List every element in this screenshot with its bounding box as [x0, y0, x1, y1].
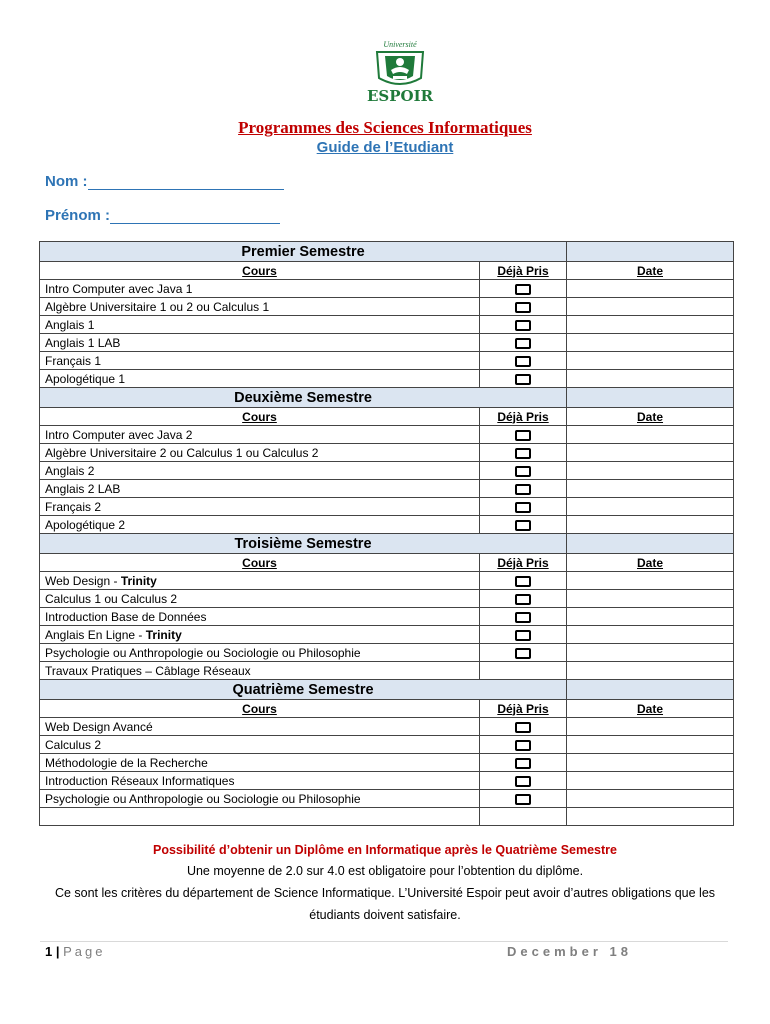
- course-cell: [40, 718, 480, 736]
- taken-checkbox[interactable]: [515, 576, 531, 587]
- semester-header-blank: [567, 388, 734, 408]
- course-cell: [40, 590, 480, 608]
- course-name: Introduction Base de Données: [45, 609, 207, 624]
- taken-checkbox[interactable]: [515, 466, 531, 477]
- date-cell[interactable]: [567, 772, 734, 790]
- course-row: [40, 298, 734, 316]
- taken-cell[interactable]: [480, 754, 567, 772]
- taken-column-header: Déjà Pris: [480, 408, 567, 426]
- taken-checkbox[interactable]: [515, 302, 531, 313]
- course-schedule-table: [39, 241, 734, 826]
- page-footer: [45, 944, 106, 959]
- taken-checkbox[interactable]: [515, 776, 531, 787]
- prenom-field[interactable]: [45, 207, 280, 224]
- course-row: [40, 516, 734, 534]
- semester-header-blank: [567, 242, 734, 262]
- gpa-requirement: Une moyenne de 2.0 sur 4.0 est obligatoire pour l’obtention du diplôme.: [186, 864, 584, 878]
- taken-cell[interactable]: [480, 280, 567, 298]
- semester-title: Troisième Semestre: [40, 534, 567, 554]
- taken-cell[interactable]: [480, 462, 567, 480]
- diploma-note: Possibilité d’obtenir un Diplôme en Informatique après le Quatrième Semestre: [152, 843, 617, 857]
- course-name: Apologétique 1: [45, 371, 126, 386]
- nom-field[interactable]: [45, 173, 284, 190]
- date-cell[interactable]: [567, 736, 734, 754]
- date-cell[interactable]: [567, 754, 734, 772]
- taken-checkbox[interactable]: [515, 374, 531, 385]
- taken-checkbox[interactable]: [515, 448, 531, 459]
- course-cell: [40, 444, 480, 462]
- university-logo: [355, 38, 445, 104]
- course-name: Méthodologie de la Recherche: [45, 755, 208, 770]
- taken-checkbox[interactable]: [515, 320, 531, 331]
- espoir-logo-icon: [355, 38, 445, 104]
- course-row: [40, 352, 734, 370]
- date-cell[interactable]: [567, 462, 734, 480]
- semester-header-blank: [567, 680, 734, 700]
- semester-title: Quatrième Semestre: [40, 680, 567, 700]
- taken-checkbox[interactable]: [515, 740, 531, 751]
- course-name: Psychologie ou Anthropologie ou Sociologie ou Philosophie: [45, 791, 361, 806]
- course-name: Anglais En Ligne -: [45, 627, 146, 642]
- course-row: [40, 334, 734, 352]
- taken-cell[interactable]: [480, 498, 567, 516]
- course-cell: [40, 572, 480, 590]
- course-cell: [40, 662, 480, 680]
- course-cell: [40, 370, 480, 388]
- column-header-row: [40, 262, 734, 280]
- taken-checkbox[interactable]: [515, 502, 531, 513]
- semester-title: Premier Semestre: [40, 242, 567, 262]
- course-name: Psychologie ou Anthropologie ou Sociologie ou Philosophie: [45, 645, 361, 660]
- department-criteria: Ce sont les critères du département de Science Informatique. L’Université Espoir peut avoir d’autres obligations que les étudiants doivent satisfaire.: [54, 886, 716, 922]
- taken-checkbox[interactable]: [515, 520, 531, 531]
- semester-header: [40, 242, 734, 262]
- date-cell[interactable]: [567, 370, 734, 388]
- column-header-row: [40, 700, 734, 718]
- course-row: [40, 444, 734, 462]
- semester-header: [40, 388, 734, 408]
- taken-cell[interactable]: [480, 316, 567, 334]
- taken-cell[interactable]: [480, 426, 567, 444]
- course-cell: [40, 516, 480, 534]
- taken-checkbox[interactable]: [515, 648, 531, 659]
- course-provider: Trinity: [145, 627, 182, 642]
- date-cell[interactable]: [567, 718, 734, 736]
- taken-cell[interactable]: [480, 644, 567, 662]
- date-cell[interactable]: [567, 662, 734, 680]
- taken-cell[interactable]: [480, 608, 567, 626]
- course-row: [40, 772, 734, 790]
- semester-header-blank: [567, 534, 734, 554]
- course-name: Anglais 1: [45, 317, 95, 332]
- course-row: [40, 718, 734, 736]
- taken-cell[interactable]: [480, 718, 567, 736]
- course-name: Anglais 1 LAB: [45, 335, 121, 350]
- taken-cell[interactable]: [480, 444, 567, 462]
- course-provider: Trinity: [120, 573, 157, 588]
- course-row: [40, 370, 734, 388]
- taken-cell: [480, 662, 567, 680]
- taken-cell[interactable]: [480, 626, 567, 644]
- semester-header: [40, 680, 734, 700]
- course-row: [40, 662, 734, 680]
- course-name: Algèbre Universitaire 2 ou Calculus 1 ou Calculus 2: [45, 445, 319, 460]
- taken-cell[interactable]: [480, 370, 567, 388]
- date-cell[interactable]: [567, 298, 734, 316]
- column-header-row: [40, 408, 734, 426]
- course-row: [40, 736, 734, 754]
- taken-cell[interactable]: [480, 790, 567, 808]
- logo-top-text: Université: [383, 40, 417, 49]
- course-cell: [40, 808, 480, 826]
- course-column-header: Cours: [40, 554, 480, 572]
- date-cell[interactable]: [567, 334, 734, 352]
- date-column-header: Date: [567, 262, 734, 280]
- taken-cell[interactable]: [480, 334, 567, 352]
- date-column-header: Date: [567, 554, 734, 572]
- taken-cell[interactable]: [480, 590, 567, 608]
- date-cell[interactable]: [567, 480, 734, 498]
- taken-cell[interactable]: [480, 516, 567, 534]
- course-name: Intro Computer avec Java 1: [45, 281, 193, 296]
- course-cell: [40, 352, 480, 370]
- date-cell[interactable]: [567, 316, 734, 334]
- course-cell: [40, 626, 480, 644]
- taken-cell[interactable]: [480, 736, 567, 754]
- date-cell[interactable]: [567, 444, 734, 462]
- course-row: [40, 498, 734, 516]
- taken-checkbox[interactable]: [515, 794, 531, 805]
- course-name: Intro Computer avec Java 2: [45, 427, 193, 442]
- course-cell: [40, 608, 480, 626]
- course-cell: [40, 498, 480, 516]
- semester-header: [40, 534, 734, 554]
- prenom-line[interactable]: [110, 208, 280, 224]
- page-title: Programmes des Sciences Informatiques: [238, 118, 532, 137]
- date-cell[interactable]: [567, 516, 734, 534]
- course-row: [40, 280, 734, 298]
- course-name: Calculus 2: [45, 737, 102, 752]
- course-cell: [40, 772, 480, 790]
- taken-checkbox[interactable]: [515, 722, 531, 733]
- course-row: [40, 590, 734, 608]
- course-name: Web Design Avancé: [45, 719, 153, 734]
- taken-cell[interactable]: [480, 298, 567, 316]
- course-name: Web Design -: [45, 573, 121, 588]
- course-row: [40, 316, 734, 334]
- taken-checkbox[interactable]: [515, 612, 531, 623]
- course-row: [40, 608, 734, 626]
- date-cell[interactable]: [567, 626, 734, 644]
- date-cell[interactable]: [567, 498, 734, 516]
- nom-label: Nom :: [45, 173, 88, 190]
- taken-cell[interactable]: [480, 572, 567, 590]
- semester-title: Deuxième Semestre: [40, 388, 567, 408]
- course-cell: [40, 736, 480, 754]
- course-row: [40, 462, 734, 480]
- course-name: Travaux Pratiques – Câblage Réseaux: [45, 663, 251, 678]
- course-name: Français 2: [45, 499, 102, 514]
- column-header-row: [40, 554, 734, 572]
- page-subtitle: Guide de l’Etudiant: [316, 139, 454, 156]
- taken-cell[interactable]: [480, 480, 567, 498]
- course-cell: [40, 316, 480, 334]
- course-row: [40, 754, 734, 772]
- taken-cell: [480, 808, 567, 826]
- taken-column-header: Déjà Pris: [480, 554, 567, 572]
- taken-column-header: Déjà Pris: [480, 700, 567, 718]
- course-cell: [40, 480, 480, 498]
- date-cell[interactable]: [567, 280, 734, 298]
- course-column-header: Cours: [40, 408, 480, 426]
- course-row: [40, 572, 734, 590]
- course-row: [40, 426, 734, 444]
- course-row: [40, 480, 734, 498]
- course-cell: [40, 298, 480, 316]
- course-column-header: Cours: [40, 700, 480, 718]
- page-number: 1: [45, 944, 53, 959]
- date-column-header: Date: [567, 700, 734, 718]
- date-cell[interactable]: [567, 790, 734, 808]
- taken-checkbox[interactable]: [515, 356, 531, 367]
- course-row: [40, 644, 734, 662]
- footer-divider: [40, 941, 728, 942]
- course-cell: [40, 644, 480, 662]
- course-cell: [40, 754, 480, 772]
- date-cell[interactable]: [567, 426, 734, 444]
- date-cell[interactable]: [567, 608, 734, 626]
- course-name: Calculus 1 ou Calculus 2: [45, 591, 178, 606]
- course-cell: [40, 790, 480, 808]
- taken-cell[interactable]: [480, 772, 567, 790]
- course-cell: [40, 426, 480, 444]
- course-name: Anglais 2: [45, 463, 95, 478]
- course-name: Français 1: [45, 353, 102, 368]
- taken-column-header: Déjà Pris: [480, 262, 567, 280]
- course-name: Anglais 2 LAB: [45, 481, 121, 496]
- taken-checkbox[interactable]: [515, 430, 531, 441]
- course-row: [40, 808, 734, 826]
- logo-name: ESPOIR: [366, 87, 434, 104]
- date-cell[interactable]: [567, 572, 734, 590]
- course-cell: [40, 334, 480, 352]
- course-cell: [40, 280, 480, 298]
- page-label: Page: [63, 944, 106, 959]
- footer-separator: |: [55, 944, 60, 959]
- date-cell[interactable]: [567, 590, 734, 608]
- nom-line[interactable]: [88, 174, 284, 190]
- course-row: [40, 626, 734, 644]
- date-cell[interactable]: [567, 808, 734, 826]
- footer-date: December 18: [507, 944, 632, 959]
- course-name: Introduction Réseaux Informatiques: [45, 773, 235, 788]
- taken-checkbox[interactable]: [515, 630, 531, 641]
- taken-cell[interactable]: [480, 352, 567, 370]
- taken-checkbox[interactable]: [515, 484, 531, 495]
- course-column-header: Cours: [40, 262, 480, 280]
- date-cell[interactable]: [567, 352, 734, 370]
- course-row: [40, 790, 734, 808]
- taken-checkbox[interactable]: [515, 284, 531, 295]
- course-name: Algèbre Universitaire 1 ou 2 ou Calculus 1: [45, 299, 270, 314]
- course-cell: [40, 462, 480, 480]
- prenom-label: Prénom :: [45, 207, 111, 224]
- course-name: Apologétique 2: [45, 517, 126, 532]
- taken-checkbox[interactable]: [515, 594, 531, 605]
- taken-checkbox[interactable]: [515, 758, 531, 769]
- taken-checkbox[interactable]: [515, 338, 531, 349]
- date-cell[interactable]: [567, 644, 734, 662]
- date-column-header: Date: [567, 408, 734, 426]
